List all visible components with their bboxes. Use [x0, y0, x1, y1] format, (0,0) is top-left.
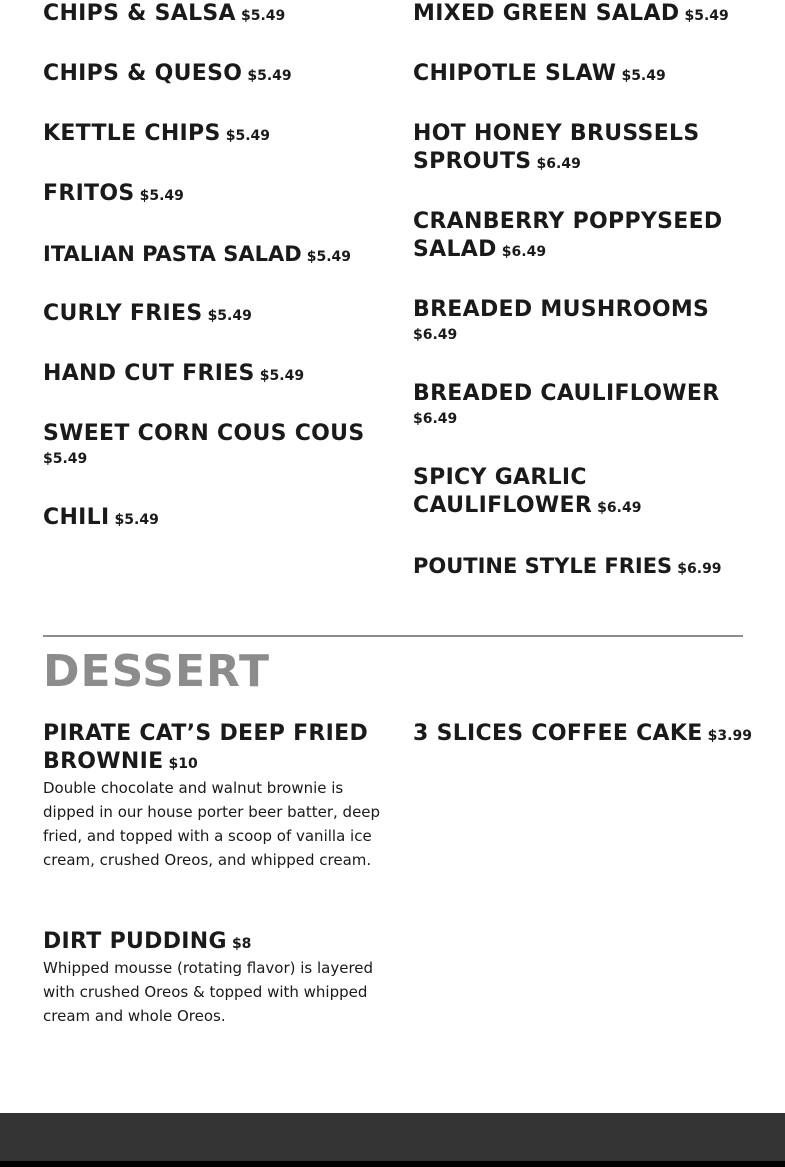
dessert-left-column: [43, 720, 383, 1050]
menu-item-chips-salsa: [43, 0, 383, 28]
menu-item-curly-fries: [43, 300, 383, 328]
item-name: MIXED GREEN SALAD: [413, 1, 680, 26]
item-name: POUTINE STYLE FRIES: [413, 554, 673, 578]
dessert-right-column: [413, 720, 753, 820]
item-name: PIRATE CAT’S DEEP FRIED BROWNIE: [43, 721, 369, 774]
sides-right-column: [413, 0, 753, 600]
menu-item-spicy-garlic-cauliflower: [413, 464, 753, 520]
item-price: $5.49: [240, 8, 286, 24]
menu-item-chipotle-slaw: [413, 60, 753, 88]
item-name: CHIPS & QUESO: [43, 61, 243, 86]
item-price: $5.49: [306, 249, 352, 265]
item-price: $5.49: [225, 128, 271, 144]
item-name: SWEET CORN COUS COUS: [43, 421, 365, 446]
menu-item-hot-honey-brussels-sprouts: [413, 120, 753, 176]
menu-item-dirt-pudding: [43, 928, 383, 1028]
item-price: $6.99: [677, 561, 722, 577]
menu-item-mixed-green-salad: [413, 0, 773, 28]
item-price: $3.99: [707, 728, 752, 744]
item-name: DIRT PUDDING: [43, 929, 227, 954]
menu-item-coffee-cake: [413, 720, 753, 748]
item-name: ITALIAN PASTA SALAD: [43, 242, 302, 266]
item-name: CHILI: [43, 505, 110, 530]
item-name: BREADED CAULIFLOWER: [413, 381, 720, 406]
menu-item-chili: [43, 504, 383, 532]
item-price: $5.49: [684, 8, 729, 24]
item-price: $5.49: [259, 368, 305, 384]
menu-item-sweet-corn-cous-cous: [43, 420, 383, 467]
item-name: HOT HONEY BRUSSELS SPROUTS: [413, 121, 700, 174]
item-price: $5.49: [621, 68, 666, 84]
item-description: Double chocolate and walnut brownie is dipped in our house porter beer batter, deep fried, and topped with a scoop of vanilla ice cream, crushed Oreos, and whipped cream.: [43, 779, 381, 869]
menu-item-chips-queso: [43, 60, 383, 88]
item-price: $6.49: [536, 156, 581, 172]
item-price: $10: [168, 756, 198, 772]
footer-edge: [0, 1161, 785, 1167]
item-price: $6.49: [501, 244, 547, 260]
item-name: CHIPOTLE SLAW: [413, 61, 617, 86]
item-name: CRANBERRY POPPYSEED SALAD: [413, 209, 723, 262]
sides-left-column: [43, 0, 383, 600]
item-description: Whipped mousse (rotating flavor) is layered with crushed Oreos & topped with whipped cream and whole Oreos.: [43, 959, 374, 1025]
menu-item-kettle-chips: [43, 120, 383, 148]
item-price: $6.49: [413, 327, 458, 343]
item-name: 3 SLICES COFFEE CAKE: [413, 721, 703, 746]
menu-item-cranberry-poppyseed-salad: [413, 208, 753, 264]
item-price: $6.49: [597, 500, 642, 516]
item-price: $6.49: [413, 411, 458, 427]
item-price: $5.49: [247, 68, 292, 84]
item-price: $5.49: [114, 512, 159, 528]
menu-item-deep-fried-brownie: [43, 720, 383, 872]
menu-item-italian-pasta-salad: [43, 240, 388, 268]
item-name: CHIPS & SALSA: [43, 1, 236, 26]
menu-item-breaded-mushrooms: [413, 296, 753, 343]
item-price: $5.49: [207, 308, 252, 324]
item-name: HAND CUT FRIES: [43, 361, 255, 386]
item-name: BREADED MUSHROOMS: [413, 297, 710, 322]
item-price: $5.49: [43, 451, 88, 467]
section-divider: [43, 635, 743, 637]
menu-item-hand-cut-fries: [43, 360, 383, 388]
menu-item-poutine-style-fries: [413, 552, 773, 580]
item-name: KETTLE CHIPS: [43, 121, 221, 146]
item-price: $8: [231, 936, 252, 952]
item-price: $5.49: [139, 188, 184, 204]
menu-item-breaded-cauliflower: [413, 380, 753, 427]
dessert-section-title: DESSERT: [43, 646, 270, 697]
footer-bar: [0, 1113, 785, 1161]
item-name: FRITOS: [43, 181, 135, 206]
menu-item-fritos: [43, 180, 383, 208]
item-name: SPICY GARLIC CAULIFLOWER: [413, 465, 593, 518]
item-name: CURLY FRIES: [43, 301, 203, 326]
